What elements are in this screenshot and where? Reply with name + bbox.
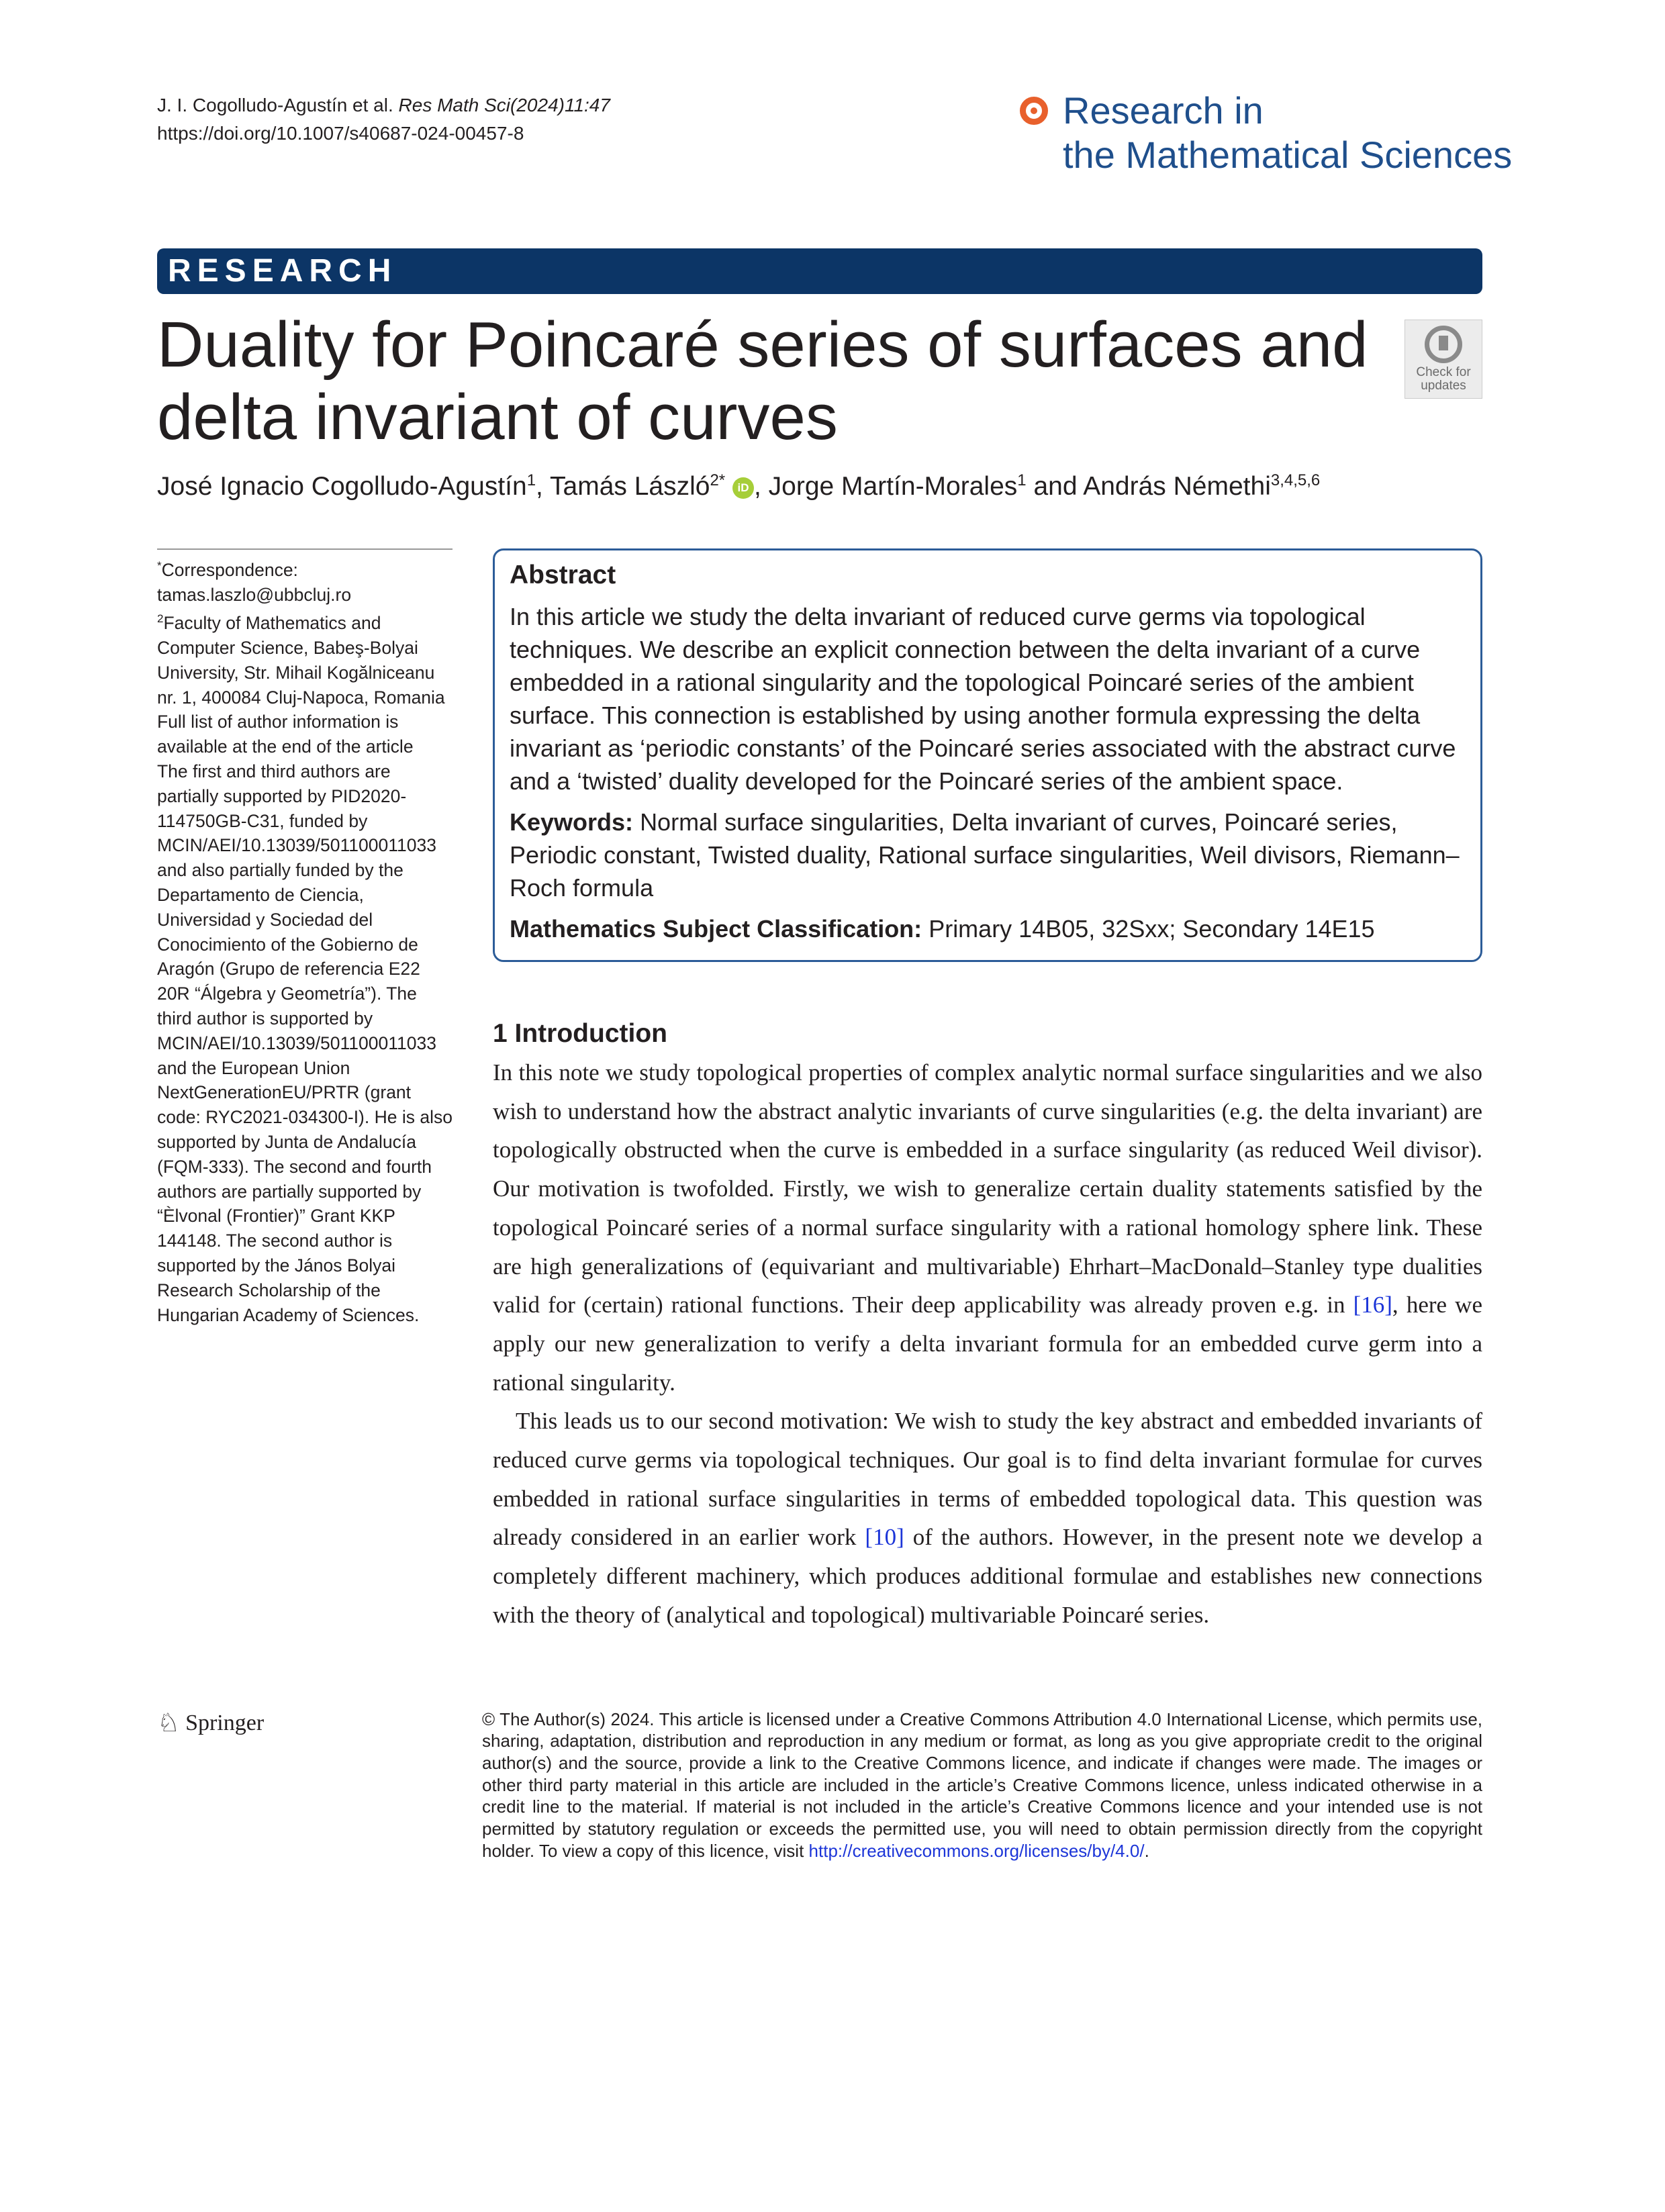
author-affiliation: 2* <box>710 471 726 489</box>
separator: , <box>753 472 769 501</box>
springer-logo <box>157 1709 453 1738</box>
header-doi[interactable]: https://doi.org/10.1007/s40687-024-00457-8 <box>157 123 524 144</box>
text: . <box>1144 1840 1149 1861</box>
section-label: RESEARCH <box>168 253 397 289</box>
author-name: Tamás László <box>550 472 710 501</box>
text: , here we apply our new generalization to verify a delta invariant formula for an embedded curve germ into a rational singularity. <box>493 1292 1482 1396</box>
author-list <box>157 463 1482 504</box>
section-heading: 1 Introduction <box>493 1019 667 1048</box>
orcid-icon[interactable]: iD <box>732 477 754 499</box>
text: In this note we study topological properties of complex analytic normal surface singularities and we also wish to understand how the abstract analytic invariants of curve singularities (e.g. the delta invariant) are topologically obstructed when the curve is embedded in a surface singularity (as reduced Weil divisor). Our motivation is twofolded. Firstly, we wish to generalize certain duality statements satisfied by the topological Poincaré series of a normal surface singularity with a rational homology sphere link. These are high generalizations of (equivariant and multivariable) Ehrhart–MacDonald–Stanley type dualities valid for (certain) rational functions. Their deep applicability was already proven e.g. in <box>493 1059 1482 1318</box>
msc-codes: Primary 14B05, 32Sxx; Secondary 14E15 <box>929 915 1375 943</box>
funding-note: The first and third authors are partially supported by PID2020-114750GB-C31, funded by MCIN/AEI/10.13039/501100011033 and also partially funded by the Departamento de Ciencia, Universidad y Sociedad del Conocimiento of the Gobierno de Aragón (Grupo de referencia E22 20R “Álgebra y Geometría”). The third author is supported by MCIN/AEI/10.13039/501100011033 and the European Union NextGenerationEU/PRTR (grant code: RYC2021-034300-I). He is also supported by Junta de Andalucía (FQM-333). The second and fourth authors are partially supported by “Èlvonal (Frontier)” Grant KKP 144148. The second author is supported by the János Bolyai Research Scholarship of the Hungarian Academy of Sciences. <box>157 761 453 1325</box>
section-banner <box>157 248 1482 294</box>
author-affiliation: 1 <box>526 471 536 489</box>
check-updates-label: updates <box>1421 379 1466 393</box>
license-text <box>482 1709 1482 1862</box>
content-columns <box>157 548 1482 1635</box>
license-link[interactable]: http://creativecommons.org/licenses/by/4.0/ <box>808 1840 1145 1861</box>
author-affiliation: 1 <box>1017 471 1027 489</box>
keywords-label: Keywords: <box>510 808 634 836</box>
title-line: delta invariant of curves <box>157 381 838 453</box>
header-citation: Res Math Sci(2024)11:47 <box>398 95 610 115</box>
citation-link[interactable]: [10] <box>865 1524 904 1551</box>
citation-link[interactable]: [16] <box>1353 1292 1392 1318</box>
paragraph <box>493 1053 1482 1402</box>
introduction-section <box>493 1018 1482 1635</box>
header-authors: J. I. Cogolludo-Agustín et al. <box>157 95 393 115</box>
check-updates-label: Check for <box>1416 365 1471 379</box>
author-info-sidebar <box>157 548 453 1327</box>
keywords <box>510 806 1466 904</box>
author-name: José Ignacio Cogolludo-Agustín <box>157 472 527 501</box>
publisher-name: Springer <box>185 1710 265 1735</box>
full-list-note: Full list of author information is available at the end of the article <box>157 712 414 757</box>
separator: , <box>536 472 551 501</box>
abstract-box <box>493 548 1482 962</box>
footnote-mark: * <box>157 559 162 572</box>
paragraph <box>493 1402 1482 1634</box>
title-row <box>157 309 1482 454</box>
springer-horse-icon: ♘ <box>157 1709 181 1737</box>
bookmark-icon <box>1425 326 1462 363</box>
correspondence-email[interactable]: tamas.laszlo@ubbcluj.ro <box>157 584 352 605</box>
author-name: Jorge Martín-Morales <box>768 472 1018 501</box>
page-footer <box>157 1709 1482 1862</box>
abstract-text: In this article we study the delta invariant of reduced curve germs via topological techniques. We describe an explicit connection between the delta invariant of a curve embedded in a rational singularity and the topological Poincaré series of the ambient surface. This connection is established by using another formula expressing the delta invariant as ‘periodic constants’ of the Poincaré series associated with the abstract curve and a ‘twisted’ duality developed for the Poincaré series of the ambient space. <box>510 603 1456 795</box>
correspondence-label: Correspondence: <box>161 559 298 580</box>
separator: and <box>1026 472 1084 501</box>
keywords-list: Normal surface singularities, Delta invariant of curves, Poincaré series, Periodic constant, Twisted duality, Rational surface singularities, Weil divisors, Riemann–Roch formula <box>510 808 1460 902</box>
abstract-heading: Abstract <box>510 561 616 589</box>
msc-label: Mathematics Subject Classification: <box>510 915 922 943</box>
text: of the authors. However, in the present note we develop a completely different machinery, which produces additional formulae and establishes new connections with the theory of (analytical and topological) multivariable Poincaré series. <box>493 1524 1483 1628</box>
check-for-updates-button[interactable] <box>1405 320 1482 399</box>
journal-name-line1: Research in <box>1063 89 1264 132</box>
title-line: Duality for Poincaré series of surfaces and <box>157 309 1368 381</box>
license-body: © The Author(s) 2024. This article is licensed under a Creative Commons Attribution 4.0 International License, which permits use, sharing, adaptation, distribution and reproduction in any medium or format, as long as you give appropriate credit to the original author(s) and the source, provide a link to the Creative Commons licence, and indicate if changes were made. The images or other third party material in this article are included in the article’s Creative Commons licence, unless indicated otherwise in a credit line to the material. If material is not included in the article’s Creative Commons licence and your intended use is not permitted by statutory regulation or exceeds the permitted use, you will need to obtain permission directly from the copyright holder. To view a copy of this licence, visit <box>482 1709 1482 1861</box>
author-affiliation: 3,4,5,6 <box>1270 471 1321 489</box>
text: This leads us to our second motivation: We wish to study the key abstract and embedded invariants of reduced curve germs via topological techniques. Our goal is to find delta invariant formulae for curves embedded in rational surface singularities in terms of embedded topological data. This question was already considered in an earlier work <box>493 1408 1482 1551</box>
msc <box>510 912 1466 945</box>
main-column <box>493 548 1482 1635</box>
article-title <box>157 309 1386 454</box>
footnote-mark: 2 <box>157 612 164 626</box>
author-name: András Némethi <box>1083 472 1271 501</box>
journal-name-line2: the Mathematical Sciences <box>1063 134 1513 176</box>
affiliation-text: Faculty of Mathematics and Computer Science, Babeş-Bolyai University, Str. Mihail Kogălniceanu nr. 1, 400084 Cluj-Napoca, Romania <box>157 613 445 708</box>
